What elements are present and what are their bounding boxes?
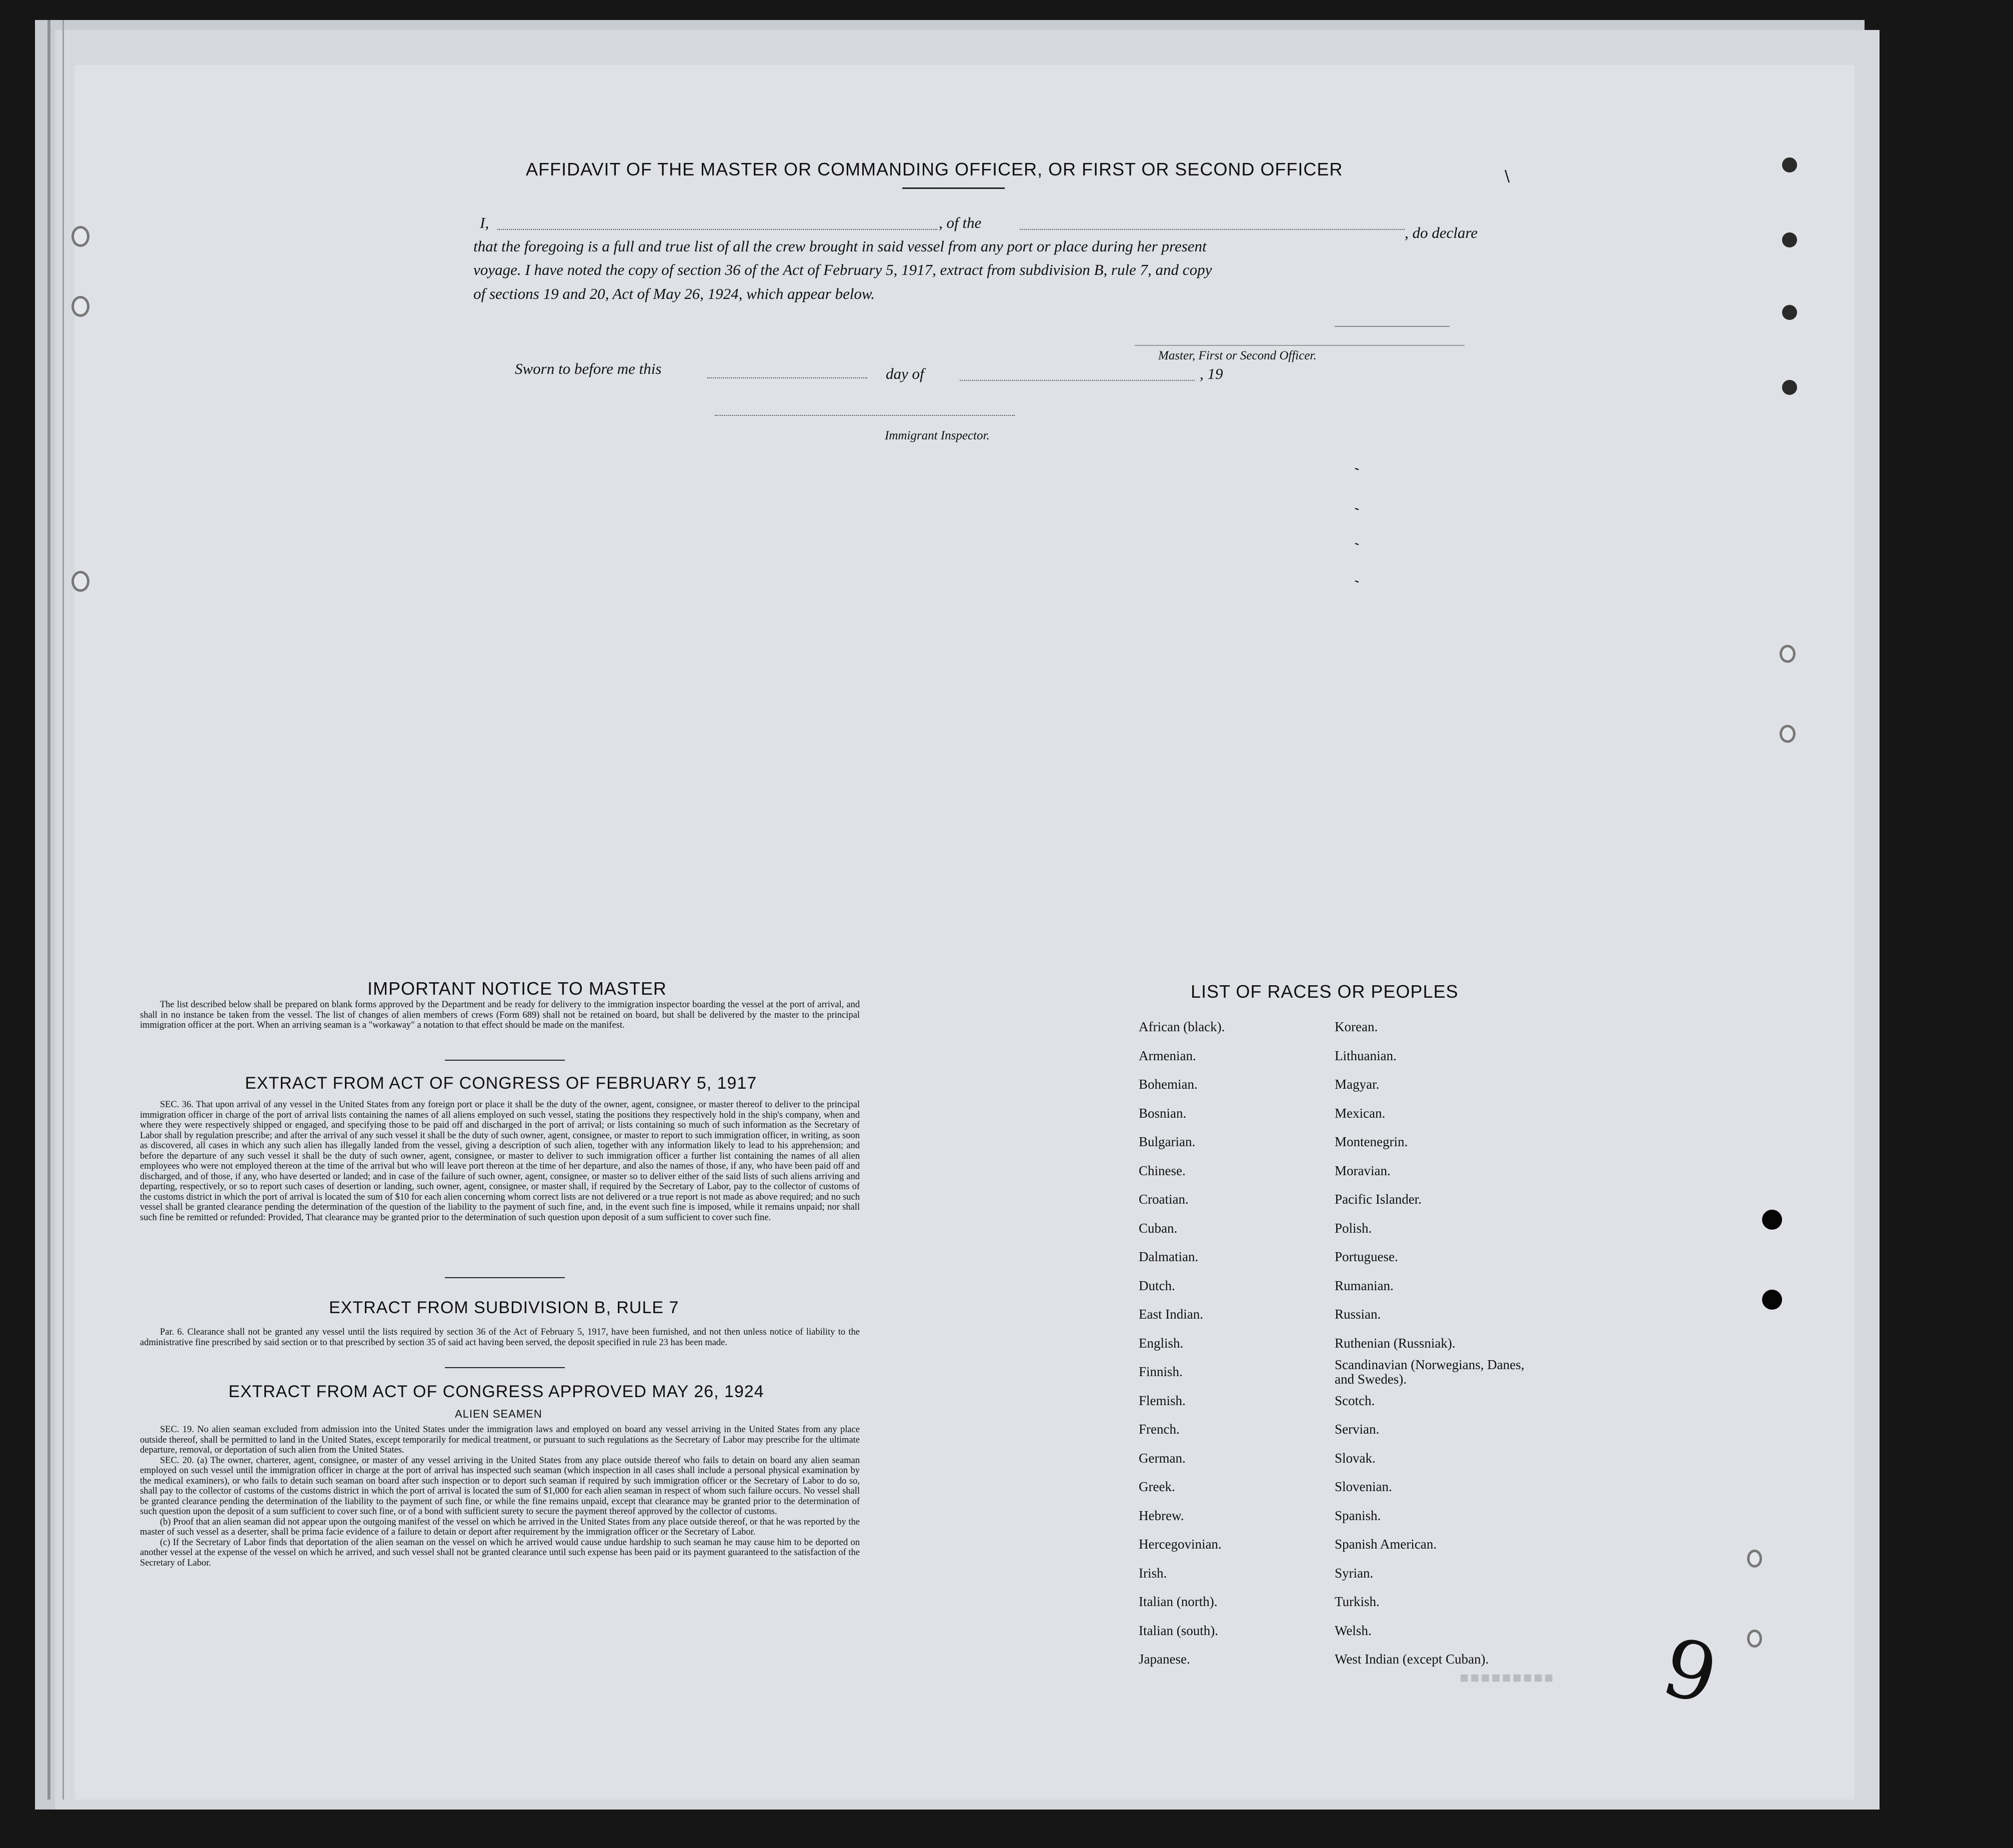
extract3-text bbox=[140, 1425, 860, 1568]
race-item: Montenegrin. bbox=[1335, 1134, 1408, 1149]
master-label: Master, First or Second Officer. bbox=[1158, 349, 1317, 362]
race-item: Italian (north). bbox=[1139, 1594, 1218, 1609]
race-item: Syrian. bbox=[1335, 1565, 1374, 1581]
day-blank-line bbox=[707, 377, 867, 378]
pencil-tick-icon: - bbox=[1352, 459, 1363, 477]
affidavit-line-4: of sections 19 and 20, Act of May 26, 1924, which appear below. bbox=[473, 285, 875, 302]
signature-line bbox=[1335, 326, 1450, 327]
race-item: English. bbox=[1139, 1335, 1184, 1351]
affidavit-of-the: , of the bbox=[939, 214, 982, 231]
race-item: Finnish. bbox=[1139, 1364, 1183, 1379]
race-item: Turkish. bbox=[1335, 1594, 1380, 1609]
notice-text bbox=[140, 1000, 860, 1031]
race-item: Bohemian. bbox=[1139, 1077, 1198, 1092]
binder-edge-line bbox=[47, 20, 50, 1800]
extract2-paragraph: Par. 6. Clearance shall not be granted any vessel until the lists required by section 36 of the Act of February 5, 1917, have been furnished, and not then unless notice of liability to the administrative fine prescribed by said section or to that prescribed by section 35 of said act having been served, the deposit specified in rule 23 has been made. bbox=[140, 1327, 860, 1348]
extract3-subtitle: ALIEN SEAMEN bbox=[455, 1408, 542, 1420]
punch-hole-icon bbox=[1747, 1550, 1762, 1568]
race-item: Mexican. bbox=[1335, 1105, 1386, 1121]
month-blank-line bbox=[960, 380, 1195, 381]
races-column-2 bbox=[1335, 1013, 1535, 1674]
race-item: Magyar. bbox=[1335, 1077, 1380, 1092]
race-item: Armenian. bbox=[1139, 1048, 1196, 1063]
race-item: Scandinavian (Norwegians, Danes, and Swedes). bbox=[1335, 1357, 1525, 1387]
punch-hole-icon bbox=[1782, 305, 1797, 320]
race-item: Dutch. bbox=[1139, 1278, 1175, 1293]
sec20b-paragraph: (b) Proof that an alien seaman did not appear upon the outgoing manifest of the vessel on which he arrived in the United States from any place outside thereof, or that he was reported by the master of such vessel as a deserter, shall be prima facie evidence of a failure to detain or deport after requirement by the immigration officer or the Secretary of Labor. bbox=[140, 1517, 860, 1537]
race-item: Slovak. bbox=[1335, 1450, 1376, 1466]
race-item: Spanish. bbox=[1335, 1508, 1381, 1523]
race-item: Cuban. bbox=[1139, 1220, 1178, 1236]
race-item: Bosnian. bbox=[1139, 1105, 1187, 1121]
race-item: Croatian. bbox=[1139, 1192, 1189, 1207]
race-item: Slovenian. bbox=[1335, 1479, 1392, 1494]
race-item: Russian. bbox=[1335, 1307, 1381, 1322]
affidavit-i: I, bbox=[480, 214, 489, 231]
punch-hole-icon bbox=[1782, 380, 1797, 395]
sec20a-paragraph: SEC. 20. (a) The owner, charterer, agent, consignee, or master of any vessel arriving in the United States from any place outside thereof who fails to detain on board any alien seaman employed on such vessel until the immigration officer in charge at the port of arrival has inspected such seaman (which inspection in all cases shall include a personal physical examination by the medical examiners), or who fails to detain such seaman on board after such inspection or to deport such seaman if required by such immigration officer or the Secretary of Labor to do so, shall pay to the collector of customs of the customs district in which the port of arrival is located the sum of $1,000 for each alien seaman in respect of whom such failure occurs. No vessel shall be granted clearance pending the determination of the liability to the payment of such fine, or while the fine remains unpaid, except that clearance may be granted prior to the determination of such question upon the deposit of a sum sufficient to cover such fine, or of a bond with sufficient surety to secure the payment thereof approved by the collector of customs. bbox=[140, 1455, 860, 1517]
affidavit-line-2: that the foregoing is a full and true list of all the crew brought in said vessel from any port or place during her present bbox=[473, 237, 1207, 255]
race-item: Ruthenian (Russniak). bbox=[1335, 1335, 1456, 1351]
extract1-title: EXTRACT FROM ACT OF CONGRESS OF FEBRUARY 5, 1917 bbox=[245, 1074, 757, 1093]
race-item: Spanish American. bbox=[1335, 1537, 1437, 1552]
extract1-paragraph: SEC. 36. That upon arrival of any vessel in the United States from any foreign port or place it shall be the duty of the owner, agent, consignee, or master thereof to deliver to the principal immigration officer in charge of the port of arrival lists containing the names of all aliens employed on such vessel, stating the positions they respectively hold in the ship's company, when and where they were respectively shipped or engaged, and specifying those to be paid off and discharged in the port of arrival; or lists containing so much of such information as the Secretary of Labor shall by regulation prescribe; and after the arrival of any such vessel it shall be the duty of such owner, agent, consignee, or master to report to such immigration officer, in writing, as soon as discovered, all cases in which any such alien has illegally landed from the vessel, giving a description of such alien, together with any information likely to lead to his apprehension; and before the departure of any such vessel it shall be the duty of such owner, agent, consignee, or master to deliver to such immigration officer a further list containing the names of all alien employees who were not employed thereon at the time of the arrival but who will leave port thereon at the time of her departure, and also the names of those, if any, who have been paid off and discharged, and of those, if any, who have deserted or landed; and in case of the failure of such owner, agent, consignee, or master so to deliver either of the said lists of such aliens arriving and departing, respectively, or so to report such cases of desertion or landing, such owner, agent, consignee, or master shall, if required by the Secretary of Labor, pay to the collector of customs of the customs district in which the port of arrival is located the sum of $10 for each alien concerning whom correct lists are not delivered or a true report is not made as above required; and no such vessel shall be granted clearance pending the determination of the question of the liability to the payment of such fine, and, in the event such fine is imposed, while it remains unpaid; nor shall such fine be remitted or refunded: Provided, That clearance may be granted prior to the determination of such question upon deposit of a sum sufficient to cover such fine. bbox=[140, 1100, 860, 1223]
punch-hole-icon bbox=[1762, 1290, 1782, 1310]
race-item: Moravian. bbox=[1335, 1163, 1391, 1178]
race-item: Dalmatian. bbox=[1139, 1249, 1199, 1264]
race-item: Italian (south). bbox=[1139, 1623, 1218, 1638]
extract2-text bbox=[140, 1327, 860, 1348]
race-item: Irish. bbox=[1139, 1565, 1167, 1581]
punch-hole-icon bbox=[1782, 232, 1797, 247]
punch-hole-icon bbox=[1780, 645, 1796, 663]
punch-hole-icon bbox=[1762, 1210, 1782, 1230]
race-item: Pacific Islander. bbox=[1335, 1192, 1422, 1207]
inspector-label: Immigrant Inspector. bbox=[885, 429, 990, 442]
notice-title: IMPORTANT NOTICE TO MASTER bbox=[367, 978, 667, 999]
vessel-blank-line bbox=[1020, 229, 1405, 230]
race-item: West Indian (except Cuban). bbox=[1335, 1652, 1489, 1667]
name-blank-line bbox=[497, 229, 937, 230]
pencil-tick-icon: - bbox=[1352, 499, 1363, 517]
bleed-through-stamp: ■■■■■■■■■ bbox=[1460, 1670, 1555, 1686]
section-divider bbox=[445, 1367, 565, 1368]
affidavit-line-3: voyage. I have noted the copy of section 36 of the Act of February 5, 1917, extract from subdivision B, rule 7, and copy bbox=[473, 261, 1212, 278]
pencil-tick-icon: \ bbox=[1505, 167, 1510, 185]
year-prefix: , 19 bbox=[1200, 365, 1223, 382]
race-item: Hercegovinian. bbox=[1139, 1537, 1222, 1552]
race-item: Portuguese. bbox=[1335, 1249, 1398, 1264]
race-item: German. bbox=[1139, 1450, 1186, 1466]
sworn-label: Sworn to before me this bbox=[515, 360, 662, 377]
race-item: Rumanian. bbox=[1335, 1278, 1394, 1293]
punch-hole-icon bbox=[1747, 1630, 1762, 1648]
race-item: Polish. bbox=[1335, 1220, 1372, 1236]
race-item: East Indian. bbox=[1139, 1307, 1203, 1322]
races-title: LIST OF RACES OR PEOPLES bbox=[1191, 981, 1459, 1002]
extract3-title: EXTRACT FROM ACT OF CONGRESS APPROVED MAY 26, 1924 bbox=[228, 1382, 764, 1401]
extract1-text bbox=[140, 1100, 860, 1223]
race-item: Scotch. bbox=[1335, 1393, 1375, 1408]
race-item: Greek. bbox=[1139, 1479, 1175, 1494]
inspector-blank-line bbox=[715, 415, 1015, 416]
race-item: Flemish. bbox=[1139, 1393, 1186, 1408]
race-item: French. bbox=[1139, 1422, 1180, 1437]
binder-ring-icon bbox=[71, 296, 89, 317]
document-page bbox=[75, 65, 1855, 1800]
race-item: Chinese. bbox=[1139, 1163, 1186, 1178]
punch-hole-icon bbox=[1782, 157, 1797, 172]
binder-ring-icon bbox=[71, 571, 89, 592]
extract2-title: EXTRACT FROM SUBDIVISION B, RULE 7 bbox=[329, 1298, 679, 1317]
sec20c-paragraph: (c) If the Secretary of Labor finds that deportation of the alien seaman on the vessel on which he arrived would cause undue hardship to such seaman he may cause him to be deported on another vessel at the expense of the vessel on which he arrived, and such vessel shall not be granted clearance until such expense has been paid or its payment guaranteed to the satisfaction of the Secretary of Labor. bbox=[140, 1537, 860, 1568]
punch-hole-icon bbox=[1780, 725, 1796, 743]
sec19-paragraph: SEC. 19. No alien seaman excluded from admission into the United States under the immigration laws and employed on board any vessel arriving in the United States from any place outside thereof, shall be permitted to land in the United States, except temporarily for medical treatment, or pursuant to such regulations as the Secretary of Labor may prescribe for the ultimate departure, removal, or deportation of such alien from the United States. bbox=[140, 1425, 860, 1455]
race-item: Bulgarian. bbox=[1139, 1134, 1196, 1149]
binder-ring-icon bbox=[71, 226, 89, 247]
day-of-label: day of bbox=[886, 365, 924, 382]
race-item: Lithuanian. bbox=[1335, 1048, 1397, 1063]
handwritten-number: 9 bbox=[1653, 1620, 1727, 1723]
section-divider bbox=[445, 1277, 565, 1278]
race-item: African (black). bbox=[1139, 1019, 1225, 1034]
affidavit-title: AFFIDAVIT OF THE MASTER OR COMMANDING OFFICER, OR FIRST OR SECOND OFFICER bbox=[526, 159, 1343, 179]
binder-edge-line bbox=[62, 20, 64, 1800]
race-item: Servian. bbox=[1335, 1422, 1380, 1437]
title-underline bbox=[902, 187, 1005, 189]
affidavit-do-declare: , do declare bbox=[1405, 224, 1478, 241]
race-item: Welsh. bbox=[1335, 1623, 1372, 1638]
pencil-tick-icon: - bbox=[1352, 572, 1363, 589]
race-item: Korean. bbox=[1335, 1019, 1378, 1034]
section-divider bbox=[445, 1060, 565, 1061]
race-item: Hebrew. bbox=[1139, 1508, 1184, 1523]
races-column-1 bbox=[1139, 1013, 1319, 1674]
pencil-tick-icon: - bbox=[1352, 534, 1363, 552]
signature-line bbox=[1135, 345, 1465, 346]
race-item: Japanese. bbox=[1139, 1652, 1190, 1667]
notice-paragraph: The list described below shall be prepared on blank forms approved by the Department and be ready for delivery to the immigration inspector boarding the vessel at the port of arrival, and shall in no instance be taken from the vessel. The list of changes of alien members of crews (Form 689) shall not be retained on board, but shall be delivered by the master to the principal immigration officer at the port. When an arriving seaman is a "workaway" a notation to that effect should be made on the manifest. bbox=[140, 1000, 860, 1030]
